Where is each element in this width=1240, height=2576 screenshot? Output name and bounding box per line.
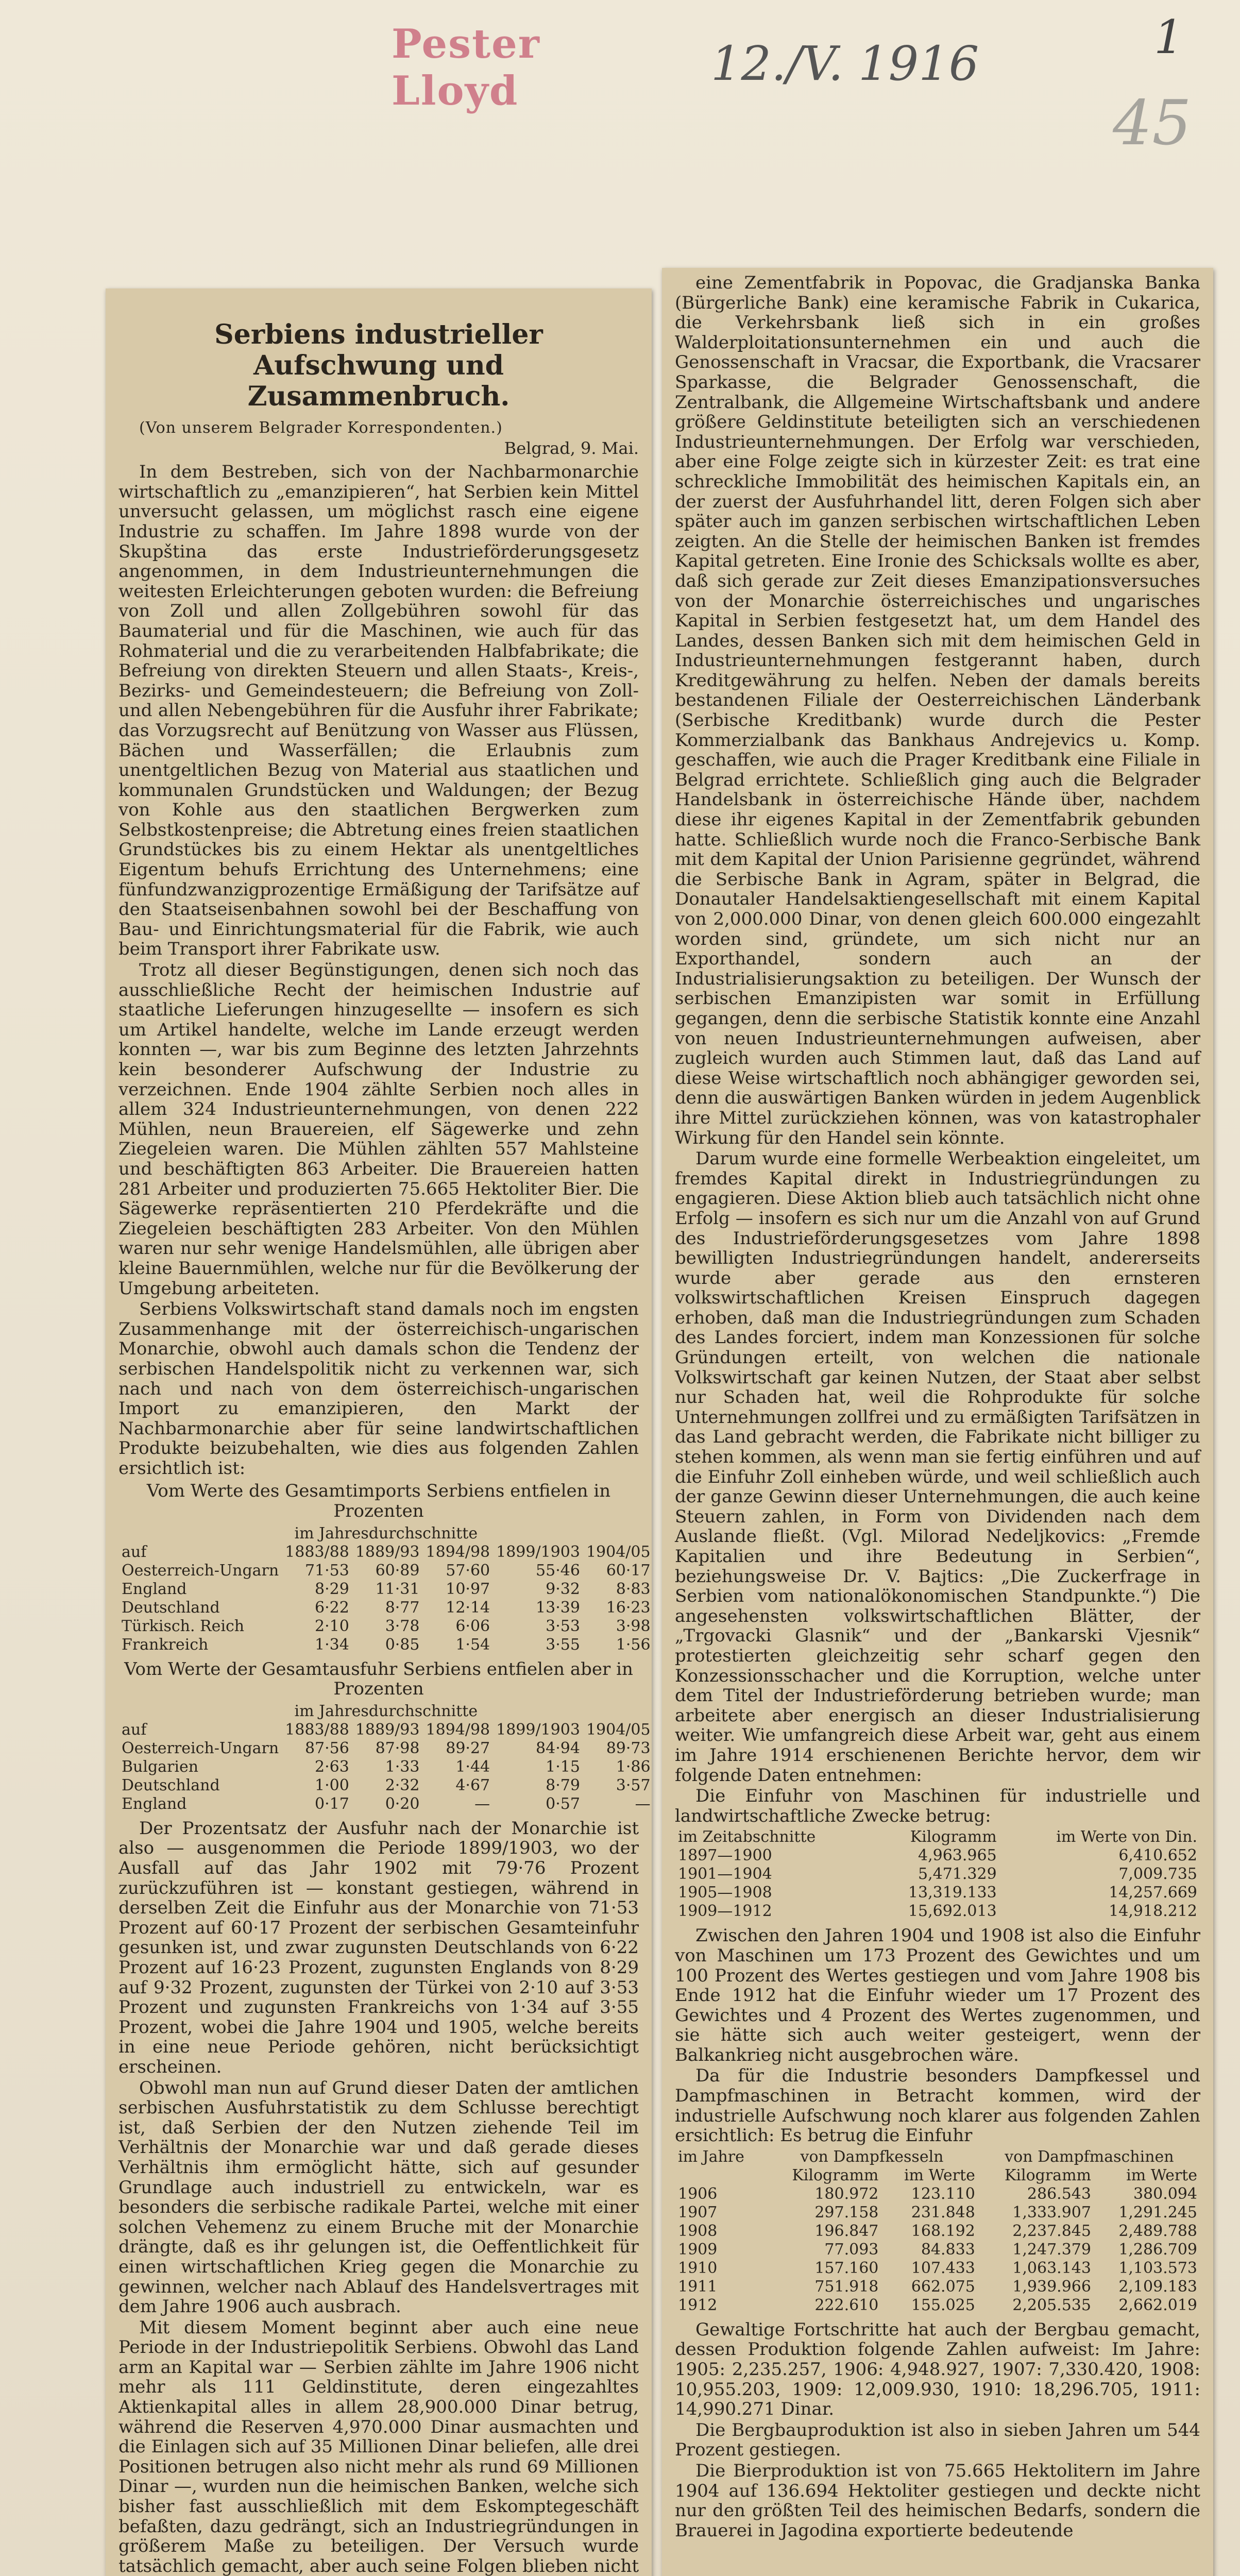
table-header: Kilogramm [1004, 2166, 1091, 2184]
table-cell: 2,109.183 [1118, 2277, 1197, 2296]
table-header: 1904/05 [586, 1543, 651, 1561]
table-cell: 380.094 [1133, 2184, 1197, 2203]
article-headline: Serbiens industrieller Aufschwung und Zusammenbruch. [214, 319, 543, 412]
table-row [118, 1795, 654, 1814]
table-header: im Werte von Din. [1056, 1828, 1197, 1846]
table-header [675, 2166, 766, 2185]
table-header: im Jahre [678, 2147, 744, 2166]
right-paragraphs-3 [675, 2320, 1200, 2541]
table-cell: 231.848 [911, 2203, 975, 2222]
table-cell: 87·56 [304, 1739, 349, 1757]
table-cell: — [474, 1794, 490, 1813]
table-cell: 1,247.379 [1012, 2240, 1091, 2259]
table-cell: 196.847 [814, 2222, 879, 2240]
table-row [118, 1636, 654, 1654]
table-header: Kilogramm [910, 1828, 997, 1846]
table-row [675, 1902, 1200, 1921]
table-header: 1889/93 [355, 1720, 420, 1739]
table-cell: 7,009.735 [1118, 1865, 1197, 1884]
table-row [675, 2259, 1200, 2278]
machines-table [675, 1828, 1200, 1921]
export-table-subhead: im Jahresdurchschnitte [294, 1702, 478, 1720]
table-cell: 1909—1912 [678, 1902, 772, 1921]
handwritten-reference: 45 [1113, 88, 1192, 159]
table-row [675, 1884, 1200, 1902]
table-cell: 1908 [678, 2222, 718, 2240]
export-table-title: Vom Werte der Gesamtausfuhr Serbiens entfielen aber in Prozenten [124, 1658, 633, 1700]
article-paragraph: Gewaltige Fortschritte hat auch der Bergbau gemacht, dessen Produktion folgende Zahlen aufweist: Im Jahre: 1905: 2,235.257, 1906: 4,948.927, 1907: 7,330.420, 1908: 10,955.203, 1909: 12,009.930, 1910: 18,296.705, 1911: 14,990.271 Dinar. [675, 2319, 1200, 2420]
table-cell: 1·15 [546, 1757, 580, 1776]
table-cell: 8·77 [385, 1598, 420, 1617]
table-cell: 60·89 [375, 1561, 420, 1580]
table-cell: 1912 [678, 2296, 718, 2314]
table-cell: 157.160 [814, 2259, 879, 2277]
table-header: 1894/98 [426, 1543, 490, 1561]
table-cell: 168.192 [911, 2222, 975, 2240]
left-paragraphs-2 [118, 1819, 639, 2576]
article-paragraph: Trotz all dieser Begünstigungen, denen sich noch das ausschließliche Recht der heimischen Industrie auf staatliche Lieferungen hinzugesellte — insofern es sich um Artikel handelte, welche im Lande erzeugt werden konnten —, war bis zum Beginne des letzten Jahrzehnts kein besonderer Aufschwung der Industrie zu verzeichnen. Ende 1904 zählte Serbien noch alles in allem 324 Industrieunternehmungen, von denen 222 Mühlen, neun Brauereien, elf Sägewerke und zehn Ziegeleien waren. Die Mühlen zählten 557 Mahlsteine und beschäftigten 863 Arbeiter. Die Brauereien hatten 281 Arbeiter und produzierten 75.665 Hektoliter Bier. Die Sägewerke repräsentierten 210 Pferdekräfte und die Ziegeleien beschäftigten 283 Arbeiter. Von den Mühlen waren nur sehr wenige Handelsmühlen, alle übrigen aber kleine Bauernmühlen, welche nur für die Bevölkerung der Umgebung arbeiteten. [118, 960, 639, 1299]
table-row [675, 1846, 1200, 1865]
table-cell: 1·54 [455, 1635, 490, 1654]
table-cell: 0·20 [385, 1794, 420, 1813]
table-row [118, 1739, 654, 1758]
table-cell: 1·34 [315, 1635, 349, 1654]
export-table [118, 1702, 654, 1814]
right-paragraphs [675, 273, 1200, 1826]
table-cell: 14,257.669 [1109, 1884, 1197, 1902]
table-header: 1889/93 [355, 1543, 420, 1561]
table-cell: 13,319.133 [908, 1884, 997, 1902]
table-cell: Frankreich [122, 1635, 209, 1654]
handwritten-date: 12./V. 1916 [711, 36, 979, 91]
table-cell: 13·39 [536, 1598, 580, 1617]
table-cell: 9·32 [546, 1580, 580, 1598]
byline: (Von unserem Belgrader Korrespondenten.) [139, 419, 503, 437]
newspaper-stamp: Pester Lloyd [392, 21, 540, 114]
table-header: auf [122, 1720, 147, 1739]
article-paragraph: Zwischen den Jahren 1904 und 1908 ist also die Einfuhr von Maschinen um 173 Prozent des Gewichtes und um 100 Prozent des Wertes gestiegen und vom Jahre 1908 bis Ende 1912 hat die Einfuhr wieder um 17 Prozent des Gewichtes und 4 Prozent des Wertes zugenommen, und sie hätte sich auch weiter gesteigert, wenn der Balkankrieg nicht ausgebrochen wäre. [675, 1925, 1200, 2065]
table-row [675, 2204, 1200, 2222]
table-cell: 1·86 [616, 1757, 651, 1776]
table-cell: 10·97 [446, 1580, 490, 1598]
table-cell: 123.110 [911, 2184, 975, 2203]
table-cell: 60·17 [606, 1561, 651, 1580]
table-cell: 1911 [678, 2277, 718, 2296]
article-paragraph: Obwohl man nun auf Grund dieser Daten der amtlichen serbischen Ausfuhrstatistik zu dem Schlusse berechtigt ist, daß Serbien der den Nutzen ziehende Teil im Verhältnis der Monarchie war und daß gerade dieses Verhältnis ihm ermöglicht hätte, sich auf gesunder Grundlage auch industriell zu entwickeln, war es besonders die serbische radikale Partei, welche mit einer solchen Vehemenz zu einem Bruche mit der Monarchie drängte, daß es ihr gelungen ist, die Oeffentlichkeit für einen wirtschaftlichen Krieg gegen die Monarchie zu gewinnen, welcher nach Ablauf des Handelsvertrages mit dem Jahre 1906 auch ausbrach. [118, 2077, 639, 2317]
table-row [118, 1562, 654, 1580]
table-cell: 6·06 [455, 1617, 490, 1635]
table-cell: 155.025 [911, 2296, 975, 2314]
article-paragraph: Mit diesem Moment beginnt aber auch eine neue Periode in der Industriepolitik Serbiens. Obwohl das Land arm an Kapital war — Serbien zählte im Jahre 1906 nicht mehr als 111 Geldinstitute, deren eingezahltes Aktienkapital alles in allem 28,900.000 Dinar betrug, während die Reserven 4,970.000 Dinar ausmachten und die Einlagen sich auf 35 Millionen Dinar beliefen, alle drei Positionen betrugen also nicht mehr als rund 69 Millionen Dinar —, wurden nun die heimischen Banken, welche sich bisher fast ausschließlich mit dem Eskomptegeschäft befaßten, dazu gedrängt, sich an Industriegründungen in größerem Maße zu beteiligen. Der Versuch wurde tatsächlich gemacht, aber auch seine Folgen blieben nicht [118, 2317, 639, 2576]
table-cell: 2,489.788 [1118, 2222, 1197, 2240]
article-paragraph: Die Bergbauproduktion ist also in sieben Jahren um 544 Prozent gestiegen. [675, 2419, 1200, 2461]
table-header: 1883/88 [285, 1543, 349, 1561]
table-header: 1904/05 [586, 1720, 651, 1739]
table-cell: 4·67 [455, 1776, 490, 1794]
table-cell: 1905—1908 [678, 1884, 772, 1902]
table-cell: 2,237.845 [1012, 2222, 1091, 2240]
table-row [675, 2185, 1200, 2204]
table-cell: 77.093 [824, 2240, 879, 2259]
table-cell: 15,692.013 [908, 1902, 997, 1921]
table-row [118, 1617, 654, 1636]
table-cell: 3·55 [546, 1635, 580, 1654]
table-cell: 0·17 [315, 1794, 349, 1813]
table-cell: 1,103.573 [1118, 2259, 1197, 2277]
table-cell: 11·31 [375, 1580, 420, 1598]
table-cell: 1910 [678, 2259, 718, 2277]
table-cell: 2,205.535 [1012, 2296, 1091, 2314]
handwritten-page-number: 1 [1154, 10, 1184, 64]
table-cell: 2·32 [385, 1776, 420, 1794]
table-header: 1883/88 [285, 1720, 349, 1739]
table-cell: 14,918.212 [1109, 1902, 1197, 1921]
table-cell: 8·83 [616, 1580, 651, 1598]
import-table-subhead: im Jahresdurchschnitte [294, 1524, 478, 1543]
table-row [675, 2296, 1200, 2315]
table-cell: 84.833 [921, 2240, 975, 2259]
left-paragraphs [118, 462, 639, 1478]
table-cell: 286.543 [1027, 2184, 1091, 2203]
table-row [675, 2222, 1200, 2241]
import-table-title: Vom Werte des Gesamtimports Serbiens entfielen in Prozenten [146, 1481, 611, 1522]
table-cell: 1·44 [455, 1757, 490, 1776]
table-row [118, 1599, 654, 1617]
table-cell: 3·78 [385, 1617, 420, 1635]
table-cell: 6·22 [315, 1598, 349, 1617]
table-cell: 1,291.245 [1118, 2203, 1197, 2222]
table-header: im Zeitabschnitte [678, 1828, 816, 1846]
table-cell: 1909 [678, 2240, 718, 2259]
table-header: im Werte [904, 2166, 975, 2184]
table-cell: 84·94 [536, 1739, 580, 1757]
table-cell: — [635, 1794, 651, 1813]
table-cell: 8·29 [315, 1580, 349, 1598]
table-cell: 1907 [678, 2203, 718, 2222]
table-cell: 3·53 [546, 1617, 580, 1635]
table-header: auf [122, 1543, 147, 1561]
table-cell: Deutschland [122, 1598, 220, 1617]
article-paragraph: eine Zementfabrik in Popovac, die Gradjanska Banka (Bürgerliche Bank) eine keramische Fabrik in Cukarica, die Verkehrsbank ließ sich in ein großes Walderploitationsunternehmen ein und auch die Genossenschaft in Vracsar, die Exportbank, die Vracsarer Sparkasse, die Belgrader Genossenschaft, die Zentralbank, die Allgemeine Wirtschaftsbank und andere größere Geldinstitute beteiligten sich an verschiedenen Industrieunternehmungen. Der Erfolg war verschieden, aber eine Folge zeigte sich in kürzester Zeit: es trat eine schreckliche Immobilität des heimischen Kapitals ein, an der zuerst der Ausfuhrhandel litt, deren Folgen sich aber später auch im ganzen serbischen wirtschaftlichen Leben zeigten. An die Stelle der heimischen Banken ist fremdes Kapital getreten. Eine Ironie des Schicksals wollte es aber, daß sich gerade zur Zeit dieses Emanzipationsversuches von der Monarchie österreichisches und ungarisches Kapital in Serbien festgesetzt hat, um dem Handel des Landes, dessen Banken sich mit dem heimischen Geld in Industrieunternehmungen festgerannt haben, durch Kreditgewährung zu helfen. Neben der damals bereits bestandenen Filiale der Oesterreichischen Länderbank (Serbische Kreditbank) wurde durch die Pester Kommerzialbank das Bankhaus Andrejevics u. Komp. geschaffen, wie auch die Prager Kreditbank eine Filiale in Belgrad errichtete. Schließlich ging auch die Belgrader Handelsbank in österreichische Hände über, nachdem diese ihr eigenes Kapital in der Zementfabrik gebunden hatte. Schließlich wurde noch die Franco-Serbische Bank mit dem Kapital der Union Parisienne gegründet, während die Serbische Bank in Agram, später in Belgrad, die Donautaler Handelsaktiengesellschaft mit einem Kapital von 2,000.000 Dinar, von denen gleich 600.000 eingezahlt worden sind, gründete, um sich nicht nur an Exporthandel, sondern auch an der Industrialisierungsaktion zu beteiligen. Der Wunsch der serbischen Emanzipisten war somit in Erfüllung gegangen, denn die serbische Statistik konnte eine Anzahl von neuen Industrieunternehmungen aufweisen, aber zugleich wurden auch Stimmen laut, daß das Land auf diese Weise wirtschaftlich noch abhängiger geworden sei, denn die auswärtigen Banken würden in jedem Augenblick ihre Mittel zurückziehen können, was von katastrophaler Wirkung für den Handel sein könnte. [675, 273, 1200, 1148]
table-header: im Werte [1126, 2166, 1197, 2184]
table-cell: 89·73 [606, 1739, 651, 1757]
table-cell: 2,662.019 [1118, 2296, 1197, 2314]
table-cell: 1,063.143 [1012, 2259, 1091, 2277]
table-cell: 16·23 [606, 1598, 651, 1617]
article-paragraph: Darum wurde eine formelle Werbeaktion eingeleitet, um fremdes Kapital direkt in Industriegründungen zu engagieren. Diese Aktion blieb auch tatsächlich nicht ohne Erfolg — insofern es sich nur um die Anzahl von auf Grund des Industrieförderungsgesetzes vom Jahre 1898 bewilligten Industriegründungen handelt, andererseits wurde aber gerade aus den ernsteren volkswirtschaftlichen Kreisen Einspruch dagegen erhoben, daß man die Industriegründungen zum Schaden des Landes forciert, indem man Konzessionen für solche Gründungen erteilt, von welchen die nationale Volkswirtschaft gar keinen Nutzen, der Staat aber selbst nur Schaden hat, weil die Rohprodukte für solche Unternehmungen zollfrei und zu ermäßigten Tarifsätzen in das Land gebracht werden, die Fabrikate nicht billiger zu stehen kommen, als wenn man sie fertig einführen und auf die Einfuhr Zoll einheben würde, und weil schließlich auch der ganze Gewinn dieser Unternehmungen, die auch keine Steuern zahlen, in Form von Dividenden nach dem Auslande fließt. (Vgl. Milorad Nedeljkovics: „Fremde Kapitalien und ihre Bedeutung in Serbien“, beziehungsweise Dr. V. Bajtics: „Die Zuckerfrage in Serbien vom nationalökonomischen Standpunkte.“) Die angesehensten volkswirtschaftlichen Blätter, der „Trgovacki Glasnik“ und der „Bankarski Vjesnik“ protestierten gleichzeitig sehr scharf gegen den Konzessionsschacher und die Korruption, welche unter dem Titel der Industrieförderung betrieben wurde; man arbeitete aber energisch an dieser Industrialisierung weiter. Wie umfangreich diese Arbeit war, geht aus einem im Jahre 1914 erschienenen Berichte hervor, dem wir folgende Daten entnehmen: [675, 1148, 1200, 1786]
table-cell: 57·60 [446, 1561, 490, 1580]
table-cell: 222.610 [814, 2296, 879, 2314]
table-cell: 0·85 [385, 1635, 420, 1654]
table-cell: 3·57 [616, 1776, 651, 1794]
table-cell: Deutschland [122, 1776, 220, 1794]
article-column-left [118, 319, 651, 2576]
table-cell: 180.972 [814, 2184, 879, 2203]
table-cell: 8·79 [546, 1776, 580, 1794]
table-cell: 662.075 [911, 2277, 975, 2296]
table-header: von Dampfmaschinen [1005, 2147, 1174, 2166]
table-cell: 297.158 [814, 2203, 879, 2222]
table-row [118, 1580, 654, 1599]
table-cell: 55·46 [536, 1561, 580, 1580]
table-cell: 3·98 [616, 1617, 651, 1635]
table-cell: 12·14 [446, 1598, 490, 1617]
table-header: Kilogramm [792, 2166, 879, 2184]
table-cell: 0·57 [546, 1794, 580, 1813]
table-cell: 87·98 [375, 1739, 420, 1757]
table-cell: 71·53 [304, 1561, 349, 1580]
table-cell: 4,963.965 [918, 1846, 997, 1865]
table-cell: 107.433 [911, 2259, 975, 2277]
table-header: 1899/1903 [496, 1543, 580, 1561]
table-cell: 6,410.652 [1118, 1846, 1197, 1865]
import-table [118, 1524, 654, 1654]
table-cell: 1,939.966 [1012, 2277, 1091, 2296]
table-row [118, 1776, 654, 1795]
table-cell: 1,286.709 [1118, 2240, 1197, 2259]
table-cell: 1906 [678, 2184, 718, 2203]
table-cell: 1·00 [315, 1776, 349, 1794]
table-cell: England [122, 1580, 187, 1598]
table-row [675, 2241, 1200, 2259]
table-cell: 1897—1900 [678, 1846, 772, 1865]
article-paragraph: In dem Bestreben, sich von der Nachbarmonarchie wirtschaftlich zu „emanzipieren“, hat Serbien kein Mittel unversucht gelassen, um möglichst rasch eine eigene Industrie zu schaffen. Im Jahre 1898 wurde von der Skupština das erste Industrieförderungsgesetz angenommen, in dem Industrieunternehmungen die weitesten Erleichterungen geboten wurden: die Befreiung von Zoll und allen Zollgebühren sowohl für das Baumaterial und für die Maschinen, wie auch für das Rohmaterial und die zu verarbeitenden Halbfabrikate; die Befreiung von direkten Steuern und allen Staats-, Kreis-, Bezirks- und Gemeindesteuern; die Befreiung von Zoll- und allen Nebengebühren für die Ausfuhr ihrer Fabrikate; das Vorzugsrecht auf Benützung von Wasser aus Flüssen, Bächen und Wasserfällen; die Erlaubnis zum unentgeltlichen Bezug von Material aus staatlichen und kommunalen Grundstücken und Waldungen; der Bezug von Kohle aus den staatlichen Bergwerken zum Selbstkostenpreise; die Abtretung eines freien staatlichen Grundstückes bis zu einem Hektar als unentgeltliches Eigentum behufs Errichtung des Unternehmens; eine fünfundzwanzigprozentige Ermäßigung der Tarifsätze auf den Staatseisenbahnen sowohl bei der Beschaffung von Bau- und Einrichtungsmaterial für die Fabrik, wie auch beim Transport ihrer Fabrikate usw. [118, 462, 639, 960]
article-column-right [675, 273, 1200, 2541]
table-row [118, 1758, 654, 1776]
table-row [675, 2278, 1200, 2296]
article-paragraph: Der Prozentsatz der Ausfuhr nach der Monarchie ist also — ausgenommen die Periode 1899/1903, wo der Ausfall auf das Jahr 1902 mit 79·76 Prozent zurückzuführen ist — konstant gestiegen, während in derselben Zeit die Einfuhr aus der Monarchie von 71·53 Prozent auf 60·17 Prozent der serbischen Gesamteinfuhr gesunken ist, und zwar zugunsten Deutschlands von 6·22 Prozent auf 16·23 Prozent, zugunsten Englands von 8·29 auf 9·32 Prozent, zugunsten der Türkei von 2·10 auf 3·53 Prozent und zugunsten Frankreichs von 1·34 auf 3·55 Prozent, wobei die Jahre 1904 und 1905, welche bereits in eine neue Periode gehören, nicht berücksichtigt erscheinen. [118, 1818, 639, 2077]
table-cell: 1·33 [385, 1757, 420, 1776]
dateline: Belgrad, 9. Mai. [504, 438, 639, 458]
table-cell: Türkisch. Reich [122, 1617, 245, 1635]
table-cell: 1901—1904 [678, 1865, 772, 1884]
table-header: von Dampfkesseln [800, 2147, 944, 2166]
article-paragraph: Die Bierproduktion ist von 75.665 Hektolitern im Jahre 1904 auf 136.694 Hektoliter gestiegen und deckte nicht nur den größten Teil des heimischen Bedarfs, sondern die Brauerei in Jagodina exportierte bedeutende [675, 2461, 1200, 2541]
article-paragraph: Da für die Industrie besonders Dampfkessel und Dampfmaschinen in Betracht kommen, wird der industrielle Aufschwung noch klarer aus folgenden Zahlen ersichtlich: Es betrug die Einfuhr [675, 2065, 1200, 2146]
article-paragraph: Die Einfuhr von Maschinen für industrielle und landwirtschaftliche Zwecke betrug: [675, 1786, 1200, 1826]
steam-table [675, 2148, 1200, 2315]
table-cell: 5,471.329 [918, 1865, 997, 1884]
table-header: 1894/98 [426, 1720, 490, 1739]
table-cell: 1,333.907 [1012, 2203, 1091, 2222]
table-row [675, 1865, 1200, 1884]
table-cell: 2·63 [315, 1757, 349, 1776]
table-cell: 1·56 [616, 1635, 651, 1654]
table-cell: Oesterreich-Ungarn [122, 1561, 279, 1580]
table-cell: Oesterreich-Ungarn [122, 1739, 279, 1757]
table-cell: England [122, 1794, 187, 1813]
table-header: 1899/1903 [496, 1720, 580, 1739]
article-paragraph: Serbiens Volkswirtschaft stand damals noch im engsten Zusammenhange mit der österreichisch-ungarischen Monarchie, obwohl auch damals schon die Tendenz der serbischen Handelspolitik nicht zu verkennen war, sich nach und nach von dem österreichisch-ungarischen Import zu emanzipieren, den Markt der Nachbarmonarchie aber für seine landwirtschaftlichen Produkte beizubehalten, wie dies aus folgenden Zahlen ersichtlich ist: [118, 1299, 639, 1479]
table-cell: Bulgarien [122, 1757, 199, 1776]
right-paragraphs-2 [675, 1926, 1200, 2146]
table-cell: 751.918 [814, 2277, 879, 2296]
table-cell: 2·10 [315, 1617, 349, 1635]
table-cell: 89·27 [446, 1739, 490, 1757]
